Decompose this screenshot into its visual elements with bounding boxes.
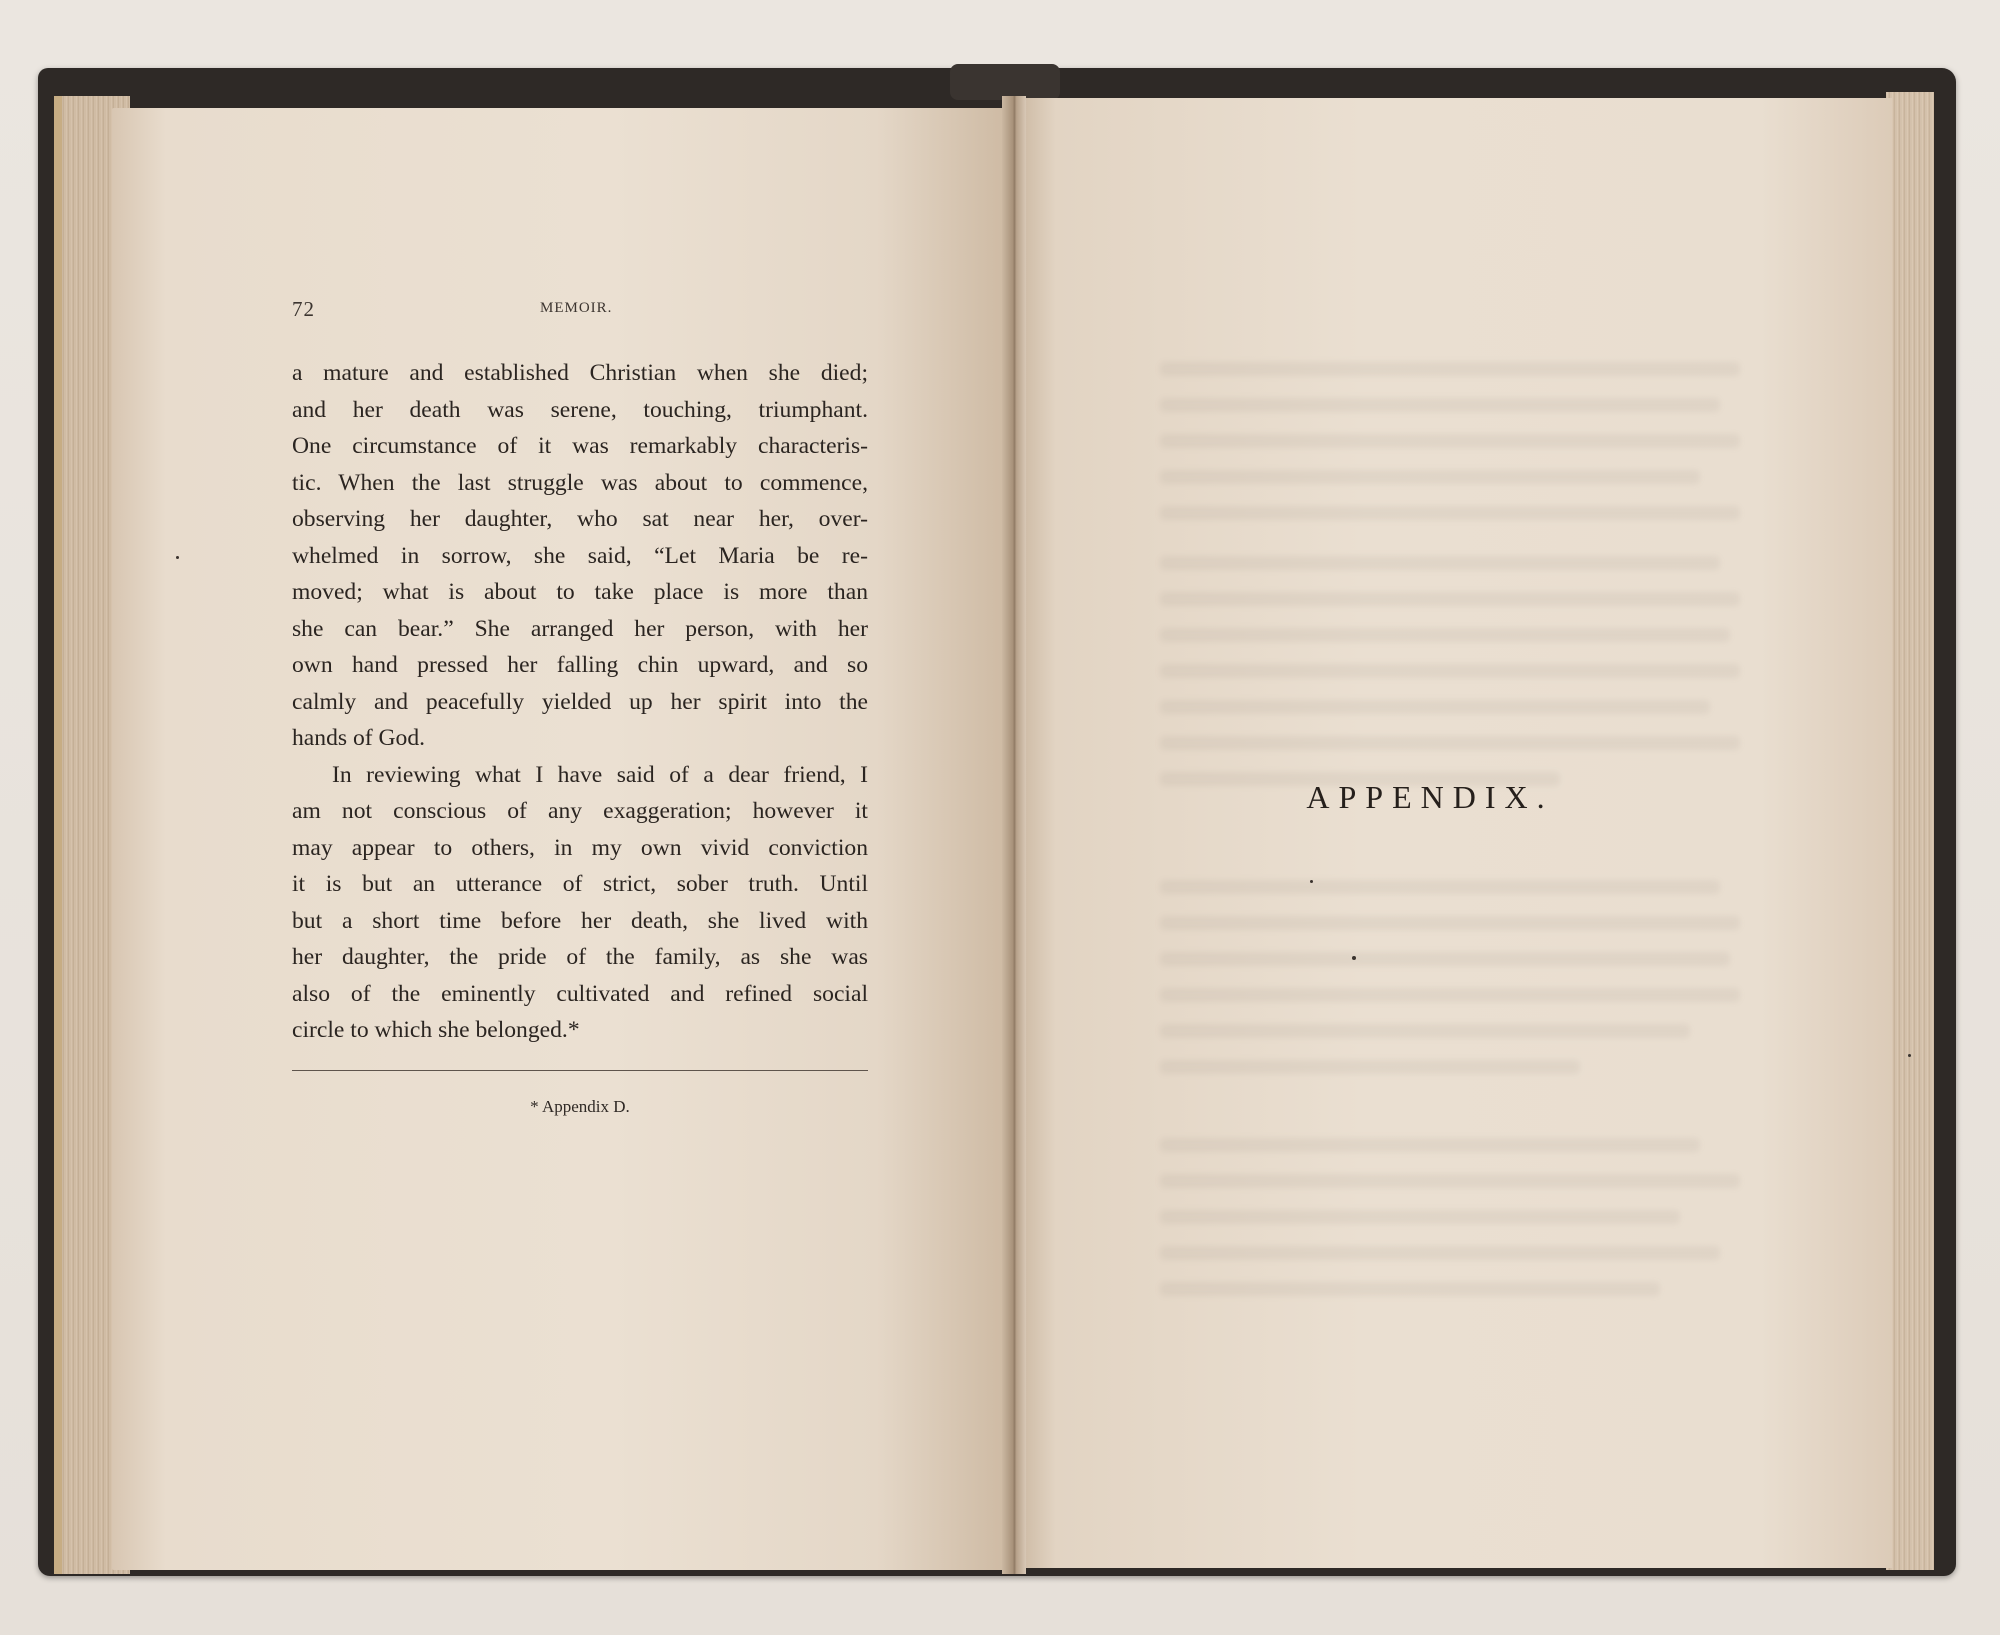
cover-spine-tab (950, 64, 1060, 100)
text-line: One circumstance of it was remarkably characteris- (292, 433, 868, 459)
text-line: a mature and established Christian when she died; (292, 360, 868, 386)
text-line: it is but an utterance of strict, sober truth. Until (292, 871, 868, 897)
page-number: 72 (292, 297, 315, 321)
text-line: circle to which she belonged.* (292, 1017, 580, 1043)
text-line: she can bear.” She arranged her person, with her (292, 615, 868, 642)
footnote: * Appendix D. (530, 1097, 630, 1116)
running-head (292, 297, 868, 323)
text-line: whelmed in sorrow, she said, “Let Maria be re- (292, 542, 868, 569)
text-line: also of the eminently cultivated and refined social (292, 980, 868, 1007)
paper-speck (1352, 956, 1356, 960)
appendix-title: APPENDIX. (1306, 779, 1554, 815)
text-line: tic. When the last struggle was about to commence, (292, 469, 868, 496)
page-edges-right (1886, 92, 1934, 1570)
text-line: moved; what is about to take place is more than (292, 579, 868, 605)
footnote-rule (292, 1070, 868, 1071)
text-line: In reviewing what I have said of a dear friend, I (332, 761, 868, 788)
text-line: calmly and peacefully yielded up her spirit into the (292, 688, 868, 715)
body-text (292, 355, 868, 1049)
book-gutter (1002, 96, 1026, 1574)
text-line: but a short time before her death, she lived with (292, 907, 868, 934)
text-line: her daughter, the pride of the family, as she was (292, 944, 868, 970)
text-line: am not conscious of any exaggeration; however it (292, 798, 868, 824)
text-line: hands of God. (292, 725, 426, 751)
running-title: MEMOIR. (540, 300, 613, 316)
text-line: and her death was serene, touching, triumphant. (292, 396, 868, 423)
paper-speck (1310, 880, 1313, 883)
text-line: observing her daughter, who sat near her, over- (292, 506, 868, 532)
paper-speck (176, 556, 179, 559)
paper-speck (1908, 1054, 1911, 1057)
text-line: own hand pressed her falling chin upward, and so (292, 652, 868, 678)
right-page (1012, 98, 1892, 1568)
text-line: may appear to others, in my own vivid conviction (292, 834, 868, 861)
